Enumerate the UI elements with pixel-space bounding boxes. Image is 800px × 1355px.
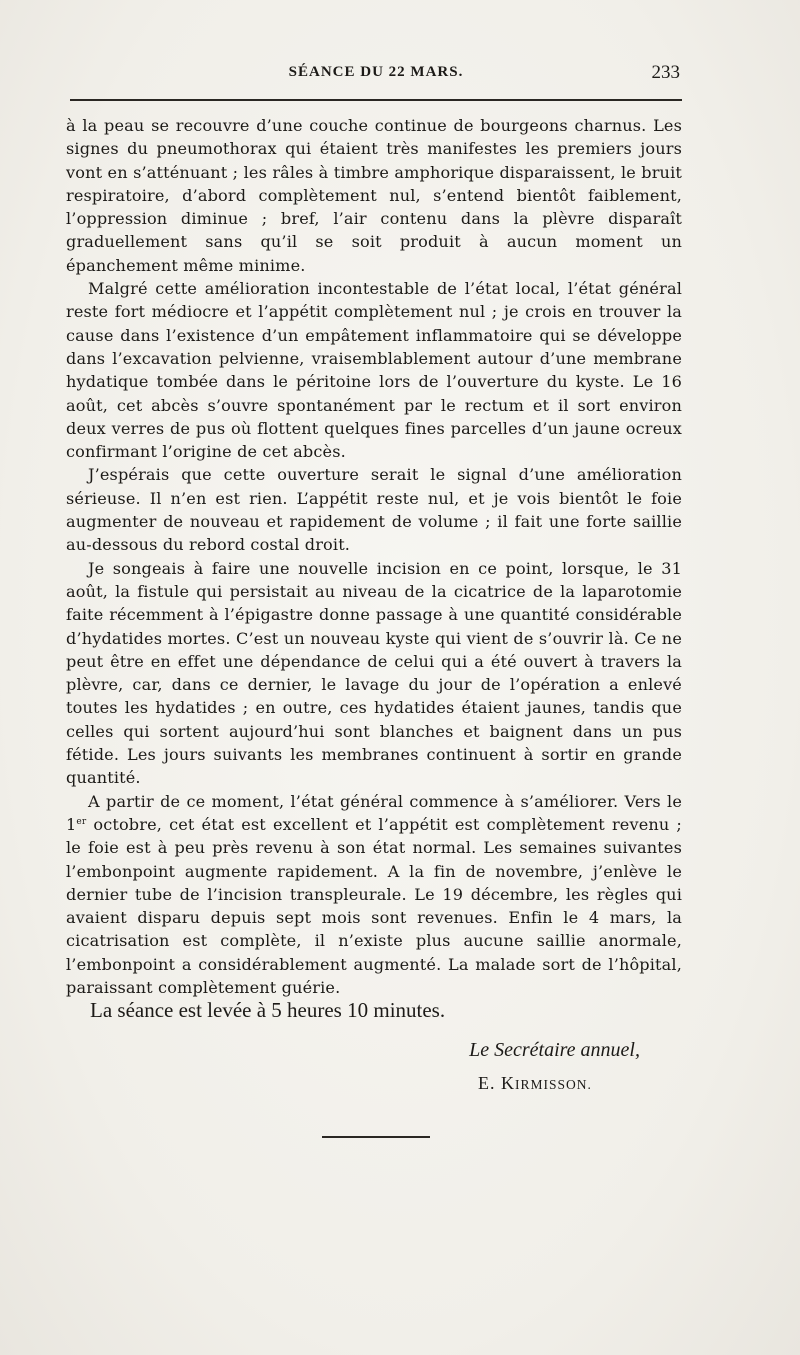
- body-text: [66, 114, 682, 999]
- paragraph-3: J’espérais que cette ouverture serait le signal d’une amélioration sérieuse. Il n’en est rien. L’appétit reste nul, et je vois bientôt le foie augmenter de nouveau et rapidement de volume ; il fait une forte saillie au-dessous du rebord costal droit.: [66, 465, 682, 555]
- signature-initial: E. K: [478, 1073, 515, 1093]
- paragraph-5: [66, 790, 682, 1000]
- running-head: SÉANCE DU 22 MARS.: [288, 64, 464, 80]
- ordinal-superscript: er: [76, 816, 87, 827]
- page-header: [70, 64, 682, 88]
- paragraph-4: Je songeais à faire une nouvelle incision en ce point, lorsque, le 31 août, la fistule qui persistait au niveau de la cicatrice de la laparotomie faite récemment à l’épigastre donne passage à une quantité considérable d’hydatides mortes. C’est un nouveau kyste qui vient de s’ouvrir là. Ce ne peut être en effet une dépendance de celui qui a été ouvert à travers la plèvre, car, dans ce dernier, le lavage du jour de l’opération a enlevé toutes les hydatides ; en outre, ces hydatides étaient jaunes, tandis que celles qui sortent aujourd’hui sont blanches et baignent dans un pus fétide. Les jours suivants les membranes continuent à sortir en grande quantité.: [66, 558, 682, 788]
- signature-surname: IRMISSON.: [515, 1077, 592, 1092]
- paragraph-5-start: A partir de ce moment, l’état général commence à s’améliorer. Vers le 1: [66, 791, 682, 834]
- signature-title: Le Secrétaire annuel,: [469, 1039, 640, 1061]
- header-rule: [70, 99, 682, 101]
- paragraph-5-end: octobre, cet état est excellent et l’appétit est complètement revenu ; le foie est à peu près revenu à son état normal. Les semaines suivantes l’embonpoint augmente rapidement. A la fin de novembre, j’enlève le dernier tube de l’incision transpleurale. Le 19 décembre, les règles qui avaient disparu depuis sept mois sont revenues. Enfin le 4 mars, la cicatrisation est complète, il n’existe plus aucune saillie anormale, l’embonpoint a considérablement augmenté. La malade sort de l’hôpital, paraissant complètement guérie.: [66, 814, 682, 997]
- adjournment-line: La séance est levée à 5 heures 10 minutes.: [90, 998, 446, 1022]
- paragraph-1: à la peau se recouvre d’une couche continue de bourgeons charnus. Les signes du pneumothorax qui étaient très manifestes les premiers jours vont en s’atténuant ; les râles à timbre amphorique disparaissent, le bruit respiratoire, d’abord complètement nul, s’entend bientôt faiblement, l’oppression diminue ; bref, l’air contenu dans la plèvre disparaît graduellement sans qu’il se soit produit à aucun moment un épanchement même minime.: [66, 116, 682, 275]
- paragraph-2: Malgré cette amélioration incontestable de l’état local, l’état général reste fort médiocre et l’appétit complètement nul ; je crois en trouver la cause dans l’existence d’un empâtement inflammatoire qui se développe dans l’excavation pelvienne, vraisemblablement autour d’une membrane hydatique tombée dans le péritoine lors de l’ouverture du kyste. Le 16 août, cet abcès s’ouvre spontanément par le rectum et il sort environ deux verres de pus où flottent quelques fines parcelles d’un jaune ocreux confirmant l’origine de cet abcès.: [66, 279, 682, 462]
- signature-name: [478, 1073, 592, 1094]
- page-number: 233: [651, 62, 680, 83]
- end-rule: [322, 1136, 430, 1138]
